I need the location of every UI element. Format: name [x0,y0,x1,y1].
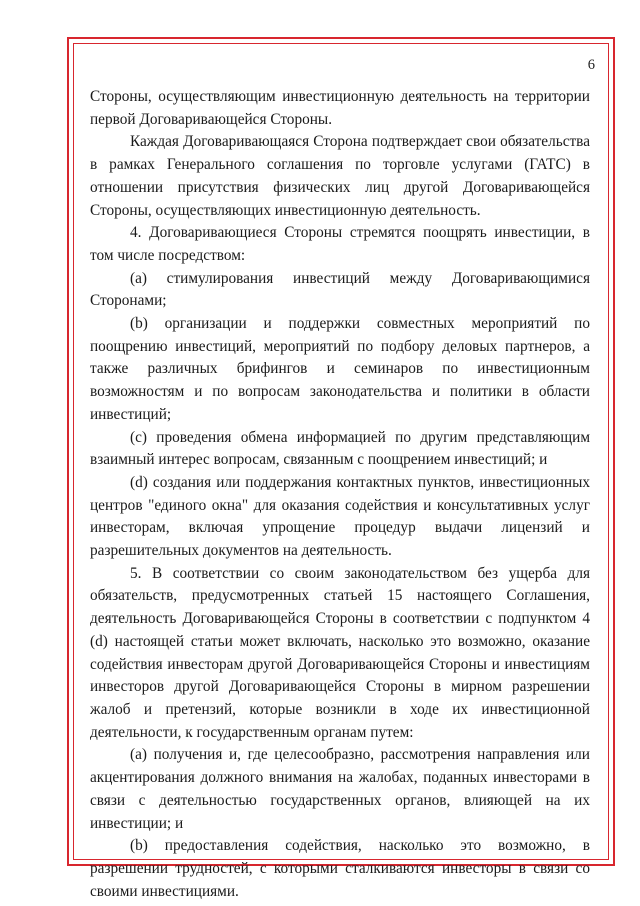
paragraph-item-b: (b) организации и поддержки совместных мероприятий по поощрению инвестиций, мероприятий по подбору деловых партнеров, а также различных брифингов и семинаров по инвестиционным возможностям и по вопросам законодательства и политики в области инвестиций; [90,315,590,423]
paragraph: Каждая Договаривающаяся Сторона подтверждает свои обязательства в рамках Генерального соглашения по торговле услугами (ГАТС) в отношении присутствия физических лиц другой Договаривающейся Стороны, осуществляющих инвестиционную деятельность. [90,133,590,219]
paragraph-item-d: (d) создания или поддержания контактных пунктов, инвестиционных центров "единого окна" для оказания содействия и консультативных услуг инвесторам, включая упрощение процедур выдачи лицензий и разрешительных документов на деятельность. [90,473,590,560]
paragraph-clause-4: 4. Договаривающиеся Стороны стремятся поощрять инвестиции, в том числе посредством: [90,224,590,264]
paragraph: Стороны, осуществляющим инвестиционную деятельность на территории первой Договаривающейся Стороны. [90,88,590,128]
paragraph-item-b: (b) предоставления содействия, насколько это возможно, в разрешении трудностей, с которыми сталкиваются инвесторы в связи со своими инвестициями. [90,837,590,900]
paragraph-item-c: (c) проведения обмена информацией по другим представляющим взаимный интерес вопросам, связанным с поощрением инвестиций; и [90,428,590,469]
paragraph-item-a: (a) получения и, где целесообразно, рассмотрения направления или акцентирования должного внимания на жалобах, поданных инвесторами в связи с деятельностью государственных органов, влияющей на их инвестиции; и [90,746,590,832]
paragraph-item-a: (a) стимулирования инвестиций между Договаривающимися Сторонами; [90,269,590,310]
document-body [90,86,590,903]
paragraph-clause-5: 5. В соответствии со своим законодательством без ущерба для обязательств, предусмотренных статьей 15 настоящего Соглашения, деятельность Договаривающейся Стороны в соответствии с подпунктом 4 (d) настоящей статьи может включать, насколько это возможно, оказание содействия инвесторам другой Договаривающейся Стороны и инвестициям инвесторов другой Договаривающейся Стороны в мирном разрешении жалоб и претензий, которые возникли в ходе их инвестиционной деятельности, к государственным органам путем: [90,564,590,741]
page-number: 6 [587,57,595,73]
